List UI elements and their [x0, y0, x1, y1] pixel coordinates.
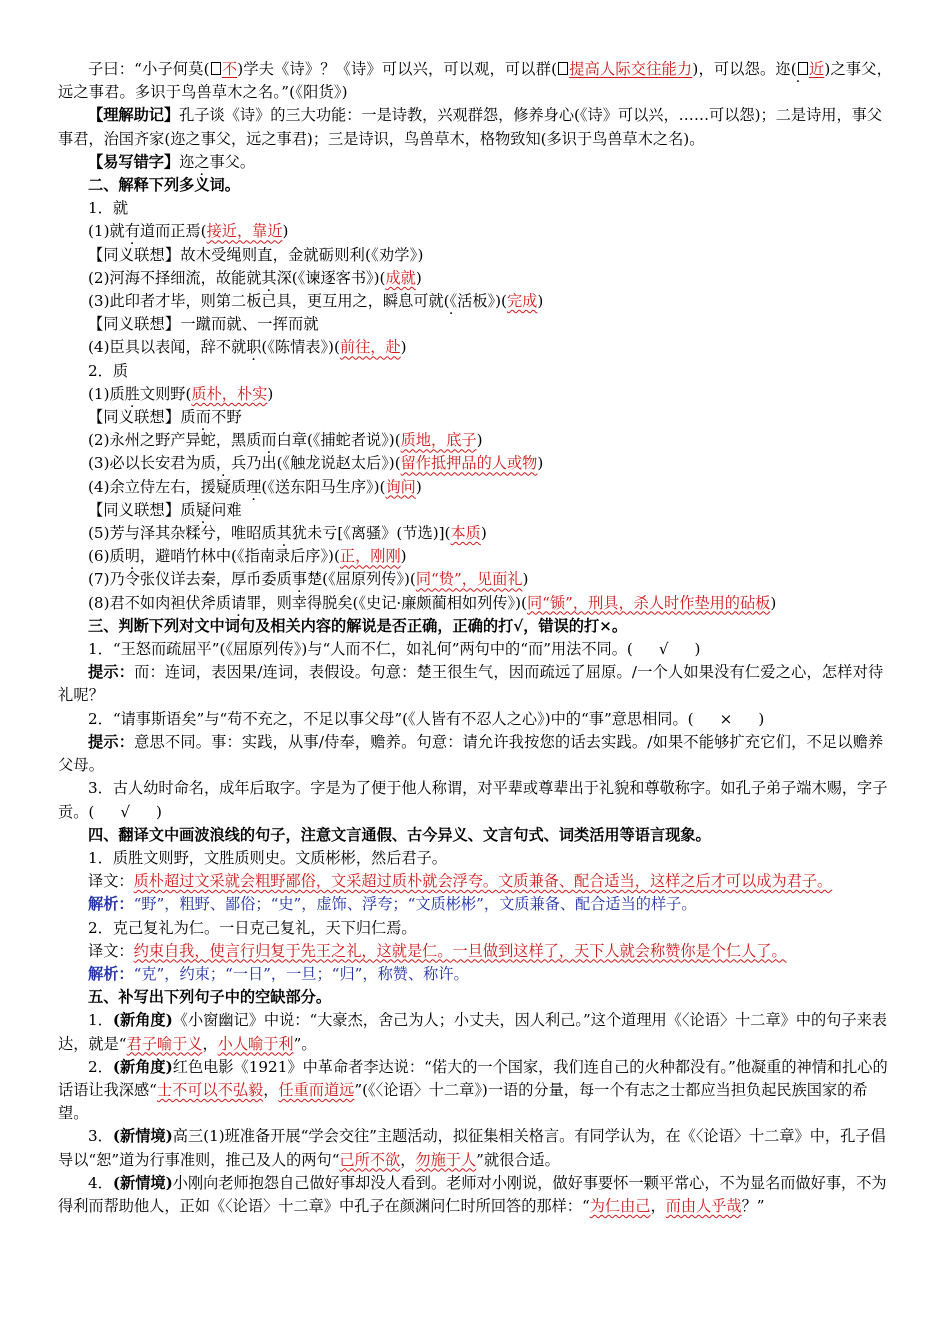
- fill-item: 2．(新角度)红色电影《1921》中革命者李达说：“偌大的一个国家，我们连自己的火种都没有。”他凝重的神情和扎心的话语让我深感“士不可以不弘毅，任重而道远”(《〈论语〉十二章》)一语的分量，每一个有志之士都应当担负起民族国家的希望。: [58, 1057, 888, 1123]
- fill-item: 3．(新情境)高三(1)班准备开展“学会交往”主题活动，拟征集相关格言。有同学认为，在《〈论语〉十二章》中，孔子倡导以“恕”道为行事准则，推己及人的两句“己所不欲，勿施于人”就很合适。: [58, 1127, 886, 1169]
- answer-er: 近: [808, 60, 825, 78]
- dotted-char: 质: [261, 524, 277, 543]
- analysis-label: 解析：: [88, 895, 134, 914]
- answer-text: 正，刚刚: [339, 547, 401, 566]
- hint-label: 提示：: [88, 732, 135, 751]
- passage-paragraph: [58, 58, 894, 104]
- meaning-item: (3)此印者才毕，则第二板已具，更互用之，瞬息可就(《活板》)(完成): [88, 292, 544, 311]
- meaning-item: (6)质明，避哨竹林中(《指南录后序》)(正，刚刚): [88, 547, 407, 566]
- meaning-item: (8)君不如肉袒伏斧质请罪，则幸得脱矣(《史记·廉颇蔺相如列传》)(同“锧”，刑具，杀人时作垫用的砧板): [88, 593, 777, 612]
- answer-text: 成就: [385, 268, 416, 287]
- passage-text: (: [790, 60, 797, 78]
- answer-text: 而由人乎哉: [665, 1196, 742, 1215]
- meaning-item: (3)必以长安君为质，兵乃出(《触龙说赵太后》)(留作抵押品的人或物): [88, 454, 544, 473]
- error-text: 之事父。: [194, 152, 256, 171]
- answer-text: 己所不欲: [339, 1150, 401, 1169]
- dotted-char: 就: [109, 222, 125, 241]
- dotted-char: 就: [231, 338, 247, 357]
- dotted-char: 质: [200, 454, 216, 473]
- answer-text: 完成: [506, 292, 538, 311]
- section-title: 二、解释下列多义词。: [88, 176, 240, 195]
- blank-box: [558, 62, 568, 75]
- judge-answer: √: [658, 640, 669, 659]
- answer-qun: 提高人际交往能力: [569, 60, 693, 78]
- meaning-item: (5)芳与泽其杂糅兮，唯昭质其犹未亏[《离骚》(节选)](本质): [88, 524, 487, 543]
- translation-label: 译文：: [88, 872, 134, 891]
- translation-text: 质朴超过文采就会粗野鄙俗，文采超过质朴就会浮夸。文质兼备、配合适当，这样之后才可以成为君子。: [133, 872, 833, 891]
- blank-box: [211, 62, 221, 75]
- section-title: 五、补写出下列句子中的空缺部分。: [88, 988, 331, 1007]
- analysis-text: “野”，粗野、鄙俗；“史”，虚饰、浮夸；“文质彬彬”，文质兼备、配合适当的样子。: [133, 895, 697, 914]
- passage-text: ): [824, 60, 831, 78]
- meaning-item: (1)就有道而正焉(接近，靠近): [88, 222, 289, 241]
- meaning-item: (2)永州之野产异蛇，黑质而白章(《捕蛇者说》)(质地，底子): [88, 431, 483, 450]
- translation: [58, 870, 894, 893]
- dotted-char: 质: [180, 500, 196, 519]
- answer-text: 留作抵押品的人或物: [400, 454, 538, 473]
- answer-text: 质朴，朴实: [191, 384, 268, 403]
- sentence: 1．质胜文则野，文胜质则史。文质彬彬，然后君子。: [88, 848, 447, 867]
- dotted-char: 质: [276, 570, 292, 589]
- answer-text: 为仁由己: [589, 1196, 651, 1215]
- hint-label: 提示：: [88, 663, 135, 682]
- passage-text: )学夫《诗》？《诗》可以兴，可以观，可以群(: [237, 60, 558, 78]
- synonym-note: 【同义联想】一蹴而就、一挥而就: [88, 315, 319, 334]
- section-title: 三、判断下列对文中词句及相关内容的解说是否正确，正确的打√，错误的打×。: [88, 616, 628, 635]
- dotted-char: 迩: [775, 60, 791, 78]
- meaning-item: (7)乃令张仪详去秦，厚币委质事楚(《屈原列传》)(同“贽”，见面礼): [88, 570, 529, 589]
- dotted-char: 就: [246, 268, 262, 287]
- tag-new-context: (新情境): [112, 1127, 173, 1146]
- analysis-label: 解析：: [88, 964, 134, 983]
- synonym-note: 【同义联想】质疑问难: [88, 500, 242, 519]
- dotted-char: 质: [109, 384, 125, 403]
- answer-text: 前往，赴: [339, 338, 401, 357]
- analysis: [58, 963, 894, 986]
- tag-new-angle: (新角度): [112, 1011, 173, 1030]
- dotted-char: 质: [246, 431, 262, 450]
- meaning-item: (4)余立侍左右，援疑质理(《送东阳马生序》)(询问): [88, 477, 422, 496]
- dotted-char: 质: [215, 593, 232, 612]
- passage-text: )，可以怨。: [692, 60, 776, 78]
- answer-text: 小人喻于利: [217, 1034, 294, 1053]
- easy-error: [58, 151, 894, 174]
- answer-text: 同“贽”，见面礼: [415, 570, 523, 589]
- memory-help: [58, 104, 894, 150]
- dotted-char: 质: [231, 477, 247, 496]
- translation-text: 约束自我，使言行归复于先王之礼，这就是仁。一旦做到这样了，天下人就会称赞你是个仁人了。: [133, 941, 787, 960]
- fill-item: 1．(新角度)《小窗幽记》中说：“大豪杰，舍己为人；小丈夫，因人利己。”这个道理用《〈论语〉十二章》中的句子来表达，就是“君子喻于义，小人喻于利”。: [58, 1011, 887, 1053]
- translation-label: 译文：: [88, 941, 134, 960]
- passage-text: 子曰：“小子何莫(: [88, 60, 210, 78]
- judge-item: 1．“王怒而疏屈平”(《屈原列传》)与“人而不仁，如礼何”两句中的“而”用法不同。( √ ): [88, 640, 701, 659]
- section-title: 四、翻译文中画波浪线的句子，注意文言通假、古今异义、文言句式、词类活用等语言现象。: [88, 825, 711, 844]
- dotted-char: 迩: [179, 152, 195, 171]
- answer-text: 任重而道远: [278, 1080, 355, 1099]
- answer-text: 询问: [385, 477, 416, 496]
- judge-answer: ×: [719, 709, 733, 728]
- hint: 提示：而：连词，表因果/连词，表假设。句意：楚王很生气，因而疏远了屈原。/一个人如果没有仁爱之心，怎样对待礼呢？: [58, 663, 884, 705]
- passage-text: 之事父，远之事君。多识于鸟兽草木之名。”(《阳货》): [58, 60, 893, 102]
- answer-text: 质地，底子: [400, 431, 477, 450]
- translation: [58, 940, 894, 963]
- help-text: 孔子谈《诗》的三大功能：一是诗教，兴观群怨，修养身心(《诗》可以兴，……可以怨)；二是诗用，事父事君，治国齐家(迩之事父，远之事君)；三是诗识，鸟兽草木，格物致知(多识于鸟兽草木之名)。: [58, 106, 883, 148]
- synonym-note: 【同义联想】故木受绳则直，金就砺则利(《劝学》): [88, 245, 424, 264]
- word-heading: 1．就: [88, 199, 129, 218]
- dotted-char: 质: [180, 408, 196, 427]
- hint: 提示：意思不同。事：实践，从事/侍奉，赡养。句意：请允许我按您的话去实践。/如果不能够扩充它们，不足以赡养父母。: [58, 732, 884, 775]
- meaning-item: (2)河海不择细流，故能就其深(《谏逐客书》)(成就): [88, 268, 422, 287]
- judge-answer: √: [120, 802, 130, 821]
- answer-text: 接近，靠近: [206, 222, 283, 241]
- dotted-char: 就: [428, 292, 444, 311]
- dotted-char: 质: [109, 547, 125, 566]
- answer-bu: 不: [221, 60, 238, 78]
- answer-text: 本质: [450, 524, 481, 543]
- tag-new-context: (新情境): [112, 1173, 173, 1192]
- judge-item: 2．“请事斯语矣”与“苟不充之，不足以事父母”(《人皆有不忍人之心》)中的“事”意思相同。( × ): [88, 709, 765, 728]
- tag-new-angle: (新角度): [112, 1057, 173, 1076]
- word-heading: 2．质: [88, 361, 129, 380]
- help-label: 【理解助记】: [88, 106, 180, 125]
- error-label: 【易写错字】: [88, 152, 180, 171]
- meaning-item: (4)臣具以表闻，辞不就职(《陈情表》)(前往，赴): [88, 338, 407, 357]
- sentence: 2．克己复礼为仁。一日克己复礼，天下归仁焉。: [88, 918, 417, 937]
- analysis: [58, 893, 894, 916]
- answer-text: 君子喻于义: [126, 1034, 203, 1053]
- judge-item: 3．古人幼时命名，成年后取字。字是为了便于他人称谓，对平辈或尊辈出于礼貌和尊敬称字。如孔子弟子端木赐，字子贡。( √ ): [58, 779, 888, 821]
- analysis-text: “克”，约束；“一日”，一旦；“归”，称赞、称许。: [133, 964, 469, 983]
- answer-text: 士不可以不弘毅: [156, 1080, 264, 1099]
- answer-text: 勿施于人: [415, 1150, 477, 1169]
- answer-text: 同“锧”，刑具，杀人时作垫用的砧板: [526, 593, 771, 612]
- synonym-note: 【同义联想】质而不野: [88, 408, 242, 427]
- fill-item: 4．(新情境)小刚向老师抱怨自己做好事却没人看到。老师对小刚说，做好事要怀一颗平常心，不为显名而做好事，不为得利而帮助他人，正如《〈论语〉十二章》中孔子在颜渊问仁时所回答的那样：“为仁由己，而由人乎哉？”: [58, 1173, 887, 1215]
- meaning-item: (1)质胜文则野(质朴，朴实): [88, 384, 274, 403]
